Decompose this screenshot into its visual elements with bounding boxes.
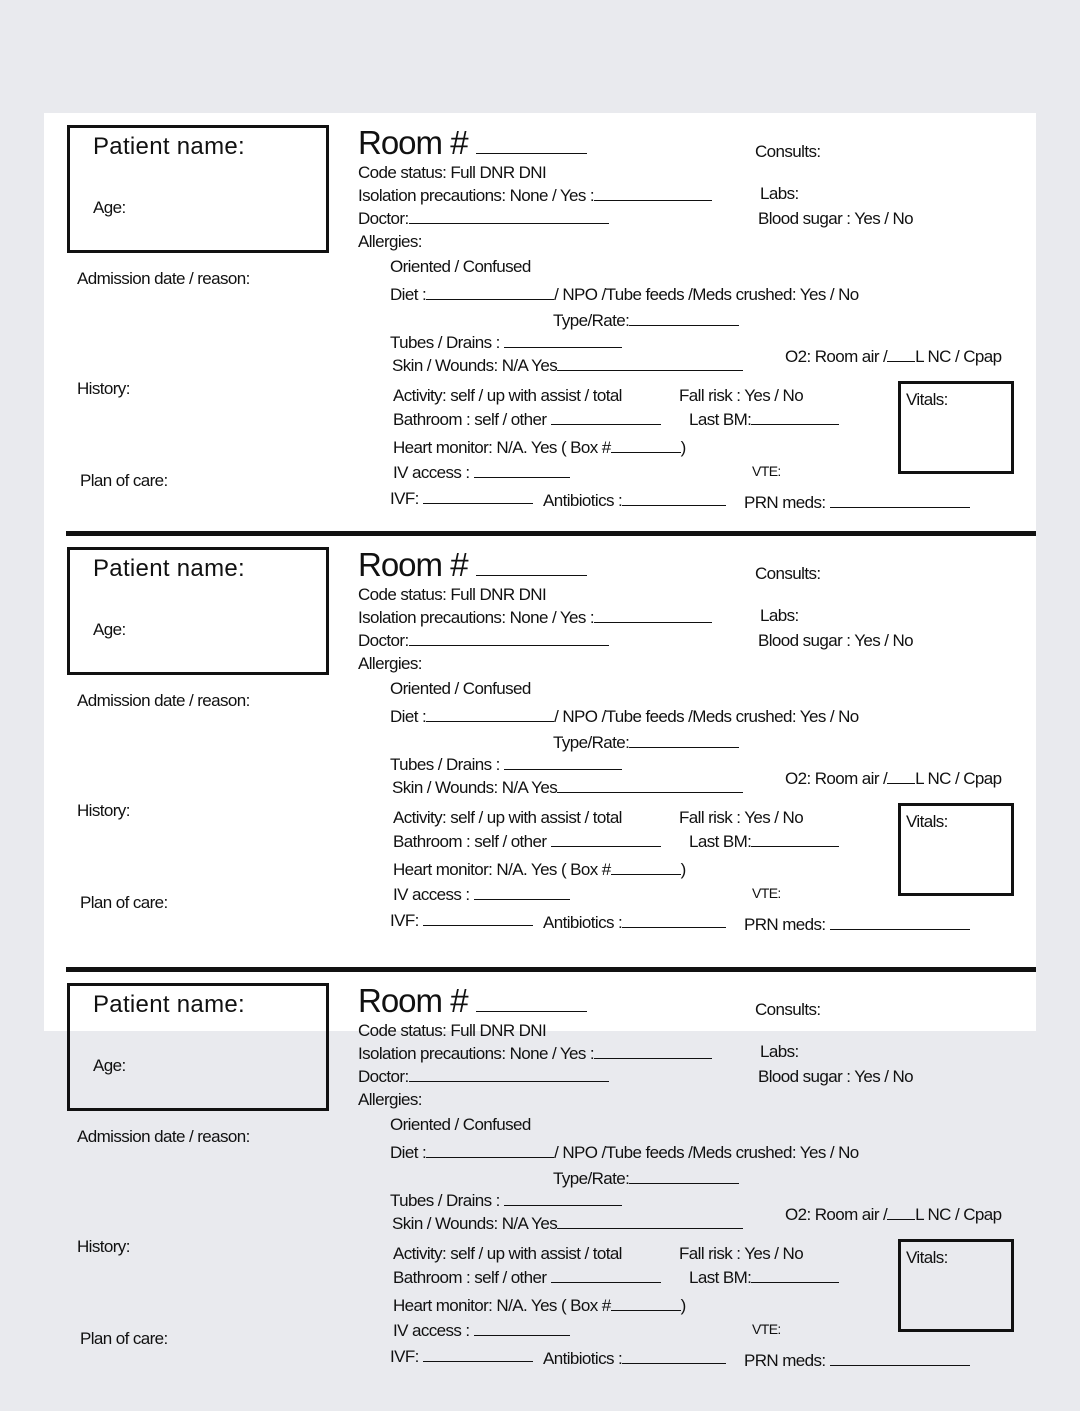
iv-field[interactable] bbox=[474, 1321, 570, 1336]
heart-text: Heart monitor: N/A. Yes ( Box # bbox=[393, 438, 611, 457]
age-label: Age: bbox=[93, 198, 126, 217]
tubes-drains bbox=[390, 1191, 622, 1211]
prn-text: PRN meds: bbox=[744, 1351, 826, 1370]
isolation-precautions bbox=[358, 186, 712, 206]
last-bm bbox=[689, 832, 839, 852]
o2-options: L NC / Cpap bbox=[915, 347, 1002, 366]
last-bm-field[interactable] bbox=[751, 410, 839, 425]
diet-options: / NPO /Tube feeds /Meds crushed: Yes / No bbox=[554, 285, 859, 304]
type-rate-field[interactable] bbox=[629, 1169, 739, 1184]
room-label bbox=[358, 547, 587, 583]
isolation-field[interactable] bbox=[594, 186, 712, 201]
room-field[interactable] bbox=[476, 127, 587, 154]
prn-field[interactable] bbox=[830, 915, 970, 930]
plan-of-care-label: Plan of care: bbox=[80, 1329, 168, 1348]
iv-text: IV access : bbox=[393, 463, 470, 482]
prn-meds bbox=[744, 1351, 970, 1371]
doctor-text: Doctor: bbox=[358, 209, 409, 228]
doctor-field[interactable] bbox=[409, 209, 609, 224]
heart-close: ) bbox=[680, 860, 686, 879]
prn-text: PRN meds: bbox=[744, 493, 826, 512]
code-status: Code status: Full DNR DNI bbox=[358, 1021, 547, 1040]
iv-access bbox=[393, 463, 570, 483]
tubes-text: Tubes / Drains : bbox=[390, 1191, 500, 1210]
last-bm-field[interactable] bbox=[751, 1268, 839, 1283]
skin-wounds bbox=[392, 1214, 743, 1234]
patient-name-label: Patient name: bbox=[93, 991, 245, 1018]
skin-text: Skin / Wounds: N/A Yes bbox=[392, 778, 558, 797]
last-bm-field[interactable] bbox=[751, 832, 839, 847]
o2-options: L NC / Cpap bbox=[915, 1205, 1002, 1224]
orientation: Oriented / Confused bbox=[390, 1115, 531, 1134]
vte-label: VTE: bbox=[752, 885, 781, 901]
bathroom-text: Bathroom : self / other bbox=[393, 832, 547, 851]
isolation-field[interactable] bbox=[594, 608, 712, 623]
patient-section bbox=[44, 971, 1036, 1411]
room-label bbox=[358, 983, 587, 1019]
consults-label: Consults: bbox=[755, 1000, 821, 1019]
last-bm-text: Last BM: bbox=[689, 1268, 752, 1287]
iv-access bbox=[393, 885, 570, 905]
o2-text: O2: Room air / bbox=[785, 347, 888, 366]
diet-text: Diet : bbox=[390, 285, 427, 304]
vte-label: VTE: bbox=[752, 1321, 781, 1337]
admission-label: Admission date / reason: bbox=[77, 691, 250, 710]
fall-risk: Fall risk : Yes / No bbox=[679, 1244, 804, 1263]
isolation-text: Isolation precautions: None / Yes : bbox=[358, 608, 595, 627]
prn-text: PRN meds: bbox=[744, 915, 826, 934]
skin-text: Skin / Wounds: N/A Yes bbox=[392, 1214, 558, 1233]
ivf-field[interactable] bbox=[423, 911, 533, 926]
tubes-text: Tubes / Drains : bbox=[390, 333, 500, 352]
tubes-field[interactable] bbox=[504, 333, 622, 348]
iv-field[interactable] bbox=[474, 463, 570, 478]
box-number-field[interactable] bbox=[611, 860, 681, 875]
doctor-field[interactable] bbox=[409, 1067, 609, 1082]
skin-field[interactable] bbox=[557, 356, 743, 371]
blood-sugar: Blood sugar : Yes / No bbox=[758, 209, 914, 228]
room-text: Room # bbox=[358, 124, 468, 161]
room-field[interactable] bbox=[476, 549, 587, 576]
ivf-text: IVF: bbox=[390, 489, 419, 508]
antibiotics-field[interactable] bbox=[622, 913, 726, 928]
vitals-label: Vitals: bbox=[906, 1248, 948, 1267]
ivf-field[interactable] bbox=[423, 489, 533, 504]
tubes-text: Tubes / Drains : bbox=[390, 755, 500, 774]
room-text: Room # bbox=[358, 982, 468, 1019]
ivf-text: IVF: bbox=[390, 1347, 419, 1366]
skin-text: Skin / Wounds: N/A Yes bbox=[392, 356, 558, 375]
last-bm-text: Last BM: bbox=[689, 832, 752, 851]
skin-field[interactable] bbox=[557, 1214, 743, 1229]
patient-section bbox=[44, 535, 1036, 975]
plan-of-care-label: Plan of care: bbox=[80, 893, 168, 912]
tubes-drains bbox=[390, 755, 622, 775]
blood-sugar: Blood sugar : Yes / No bbox=[758, 1067, 914, 1086]
o2 bbox=[785, 1205, 1001, 1225]
last-bm-text: Last BM: bbox=[689, 410, 752, 429]
diet-field[interactable] bbox=[426, 1143, 554, 1158]
type-rate-field[interactable] bbox=[629, 733, 739, 748]
ivf bbox=[390, 489, 533, 509]
diet-options: / NPO /Tube feeds /Meds crushed: Yes / No bbox=[554, 1143, 859, 1162]
skin-field[interactable] bbox=[557, 778, 743, 793]
census-sheet bbox=[44, 113, 1036, 1370]
admission-label: Admission date / reason: bbox=[77, 1127, 250, 1146]
patient-section bbox=[44, 113, 1036, 553]
prn-field[interactable] bbox=[830, 1351, 970, 1366]
o2 bbox=[785, 769, 1001, 789]
history-label: History: bbox=[77, 801, 130, 820]
bathroom bbox=[393, 410, 661, 430]
vitals-label: Vitals: bbox=[906, 812, 948, 831]
isolation-field[interactable] bbox=[594, 1044, 712, 1059]
o2-options: L NC / Cpap bbox=[915, 769, 1002, 788]
consults-label: Consults: bbox=[755, 564, 821, 583]
heart-close: ) bbox=[680, 438, 686, 457]
diet bbox=[390, 285, 859, 305]
heart-text: Heart monitor: N/A. Yes ( Box # bbox=[393, 1296, 611, 1315]
bathroom-text: Bathroom : self / other bbox=[393, 1268, 547, 1287]
orientation: Oriented / Confused bbox=[390, 679, 531, 698]
o2-text: O2: Room air / bbox=[785, 1205, 888, 1224]
antibiotics-text: Antibiotics : bbox=[543, 491, 623, 510]
diet-field[interactable] bbox=[426, 707, 554, 722]
consults-label: Consults: bbox=[755, 142, 821, 161]
age-label: Age: bbox=[93, 620, 126, 639]
code-status: Code status: Full DNR DNI bbox=[358, 163, 547, 182]
type-rate-text: Type/Rate: bbox=[553, 311, 630, 330]
skin-wounds bbox=[392, 356, 743, 376]
antibiotics bbox=[543, 1349, 726, 1369]
iv-field[interactable] bbox=[474, 885, 570, 900]
bathroom-field[interactable] bbox=[551, 410, 661, 425]
diet-options: / NPO /Tube feeds /Meds crushed: Yes / No bbox=[554, 707, 859, 726]
tubes-drains bbox=[390, 333, 622, 353]
antibiotics-field[interactable] bbox=[622, 1349, 726, 1364]
type-rate-text: Type/Rate: bbox=[553, 733, 630, 752]
doctor bbox=[358, 631, 609, 651]
heart-monitor bbox=[393, 1296, 686, 1316]
antibiotics bbox=[543, 491, 726, 511]
type-rate bbox=[553, 311, 739, 331]
prn-meds bbox=[744, 915, 970, 935]
type-rate-text: Type/Rate: bbox=[553, 1169, 630, 1188]
heart-monitor bbox=[393, 860, 686, 880]
ivf-field[interactable] bbox=[423, 1347, 533, 1362]
iv-access bbox=[393, 1321, 570, 1341]
fall-risk: Fall risk : Yes / No bbox=[679, 386, 804, 405]
doctor-field[interactable] bbox=[409, 631, 609, 646]
vte-label: VTE: bbox=[752, 463, 781, 479]
age-label: Age: bbox=[93, 1056, 126, 1075]
isolation-text: Isolation precautions: None / Yes : bbox=[358, 1044, 595, 1063]
heart-monitor bbox=[393, 438, 686, 458]
allergies-label: Allergies: bbox=[358, 232, 422, 251]
iv-text: IV access : bbox=[393, 1321, 470, 1340]
activity: Activity: self / up with assist / total bbox=[393, 808, 622, 827]
allergies-label: Allergies: bbox=[358, 654, 422, 673]
antibiotics-text: Antibiotics : bbox=[543, 1349, 623, 1368]
ivf-text: IVF: bbox=[390, 911, 419, 930]
ivf bbox=[390, 911, 533, 931]
o2-text: O2: Room air / bbox=[785, 769, 888, 788]
heart-text: Heart monitor: N/A. Yes ( Box # bbox=[393, 860, 611, 879]
doctor bbox=[358, 209, 609, 229]
diet-text: Diet : bbox=[390, 707, 427, 726]
skin-wounds bbox=[392, 778, 743, 798]
o2-field[interactable] bbox=[887, 1205, 915, 1220]
doctor-text: Doctor: bbox=[358, 1067, 409, 1086]
history-label: History: bbox=[77, 379, 130, 398]
box-number-field[interactable] bbox=[611, 438, 681, 453]
antibiotics-text: Antibiotics : bbox=[543, 913, 623, 932]
type-rate bbox=[553, 733, 739, 753]
box-number-field[interactable] bbox=[611, 1296, 681, 1311]
antibiotics-field[interactable] bbox=[622, 491, 726, 506]
bathroom-field[interactable] bbox=[551, 832, 661, 847]
room-text: Room # bbox=[358, 546, 468, 583]
iv-text: IV access : bbox=[393, 885, 470, 904]
bathroom bbox=[393, 832, 661, 852]
o2 bbox=[785, 347, 1001, 367]
patient-name-label: Patient name: bbox=[93, 555, 245, 582]
isolation-text: Isolation precautions: None / Yes : bbox=[358, 186, 595, 205]
type-rate-field[interactable] bbox=[629, 311, 739, 326]
ivf bbox=[390, 1347, 533, 1367]
vitals-label: Vitals: bbox=[906, 390, 948, 409]
bathroom-field[interactable] bbox=[551, 1268, 661, 1283]
orientation: Oriented / Confused bbox=[390, 257, 531, 276]
blood-sugar: Blood sugar : Yes / No bbox=[758, 631, 914, 650]
diet bbox=[390, 707, 859, 727]
activity: Activity: self / up with assist / total bbox=[393, 1244, 622, 1263]
tubes-field[interactable] bbox=[504, 755, 622, 770]
section-divider bbox=[66, 967, 1036, 972]
last-bm bbox=[689, 410, 839, 430]
o2-field[interactable] bbox=[887, 769, 915, 784]
isolation-precautions bbox=[358, 1044, 712, 1064]
activity: Activity: self / up with assist / total bbox=[393, 386, 622, 405]
prn-meds bbox=[744, 493, 970, 513]
o2-field[interactable] bbox=[887, 347, 915, 362]
diet bbox=[390, 1143, 859, 1163]
history-label: History: bbox=[77, 1237, 130, 1256]
labs-label: Labs: bbox=[760, 606, 799, 625]
bathroom-text: Bathroom : self / other bbox=[393, 410, 547, 429]
heart-close: ) bbox=[680, 1296, 686, 1315]
last-bm bbox=[689, 1268, 839, 1288]
room-field[interactable] bbox=[476, 985, 587, 1012]
plan-of-care-label: Plan of care: bbox=[80, 471, 168, 490]
labs-label: Labs: bbox=[760, 1042, 799, 1061]
diet-text: Diet : bbox=[390, 1143, 427, 1162]
antibiotics bbox=[543, 913, 726, 933]
patient-name-label: Patient name: bbox=[93, 133, 245, 160]
section-divider bbox=[66, 531, 1036, 536]
fall-risk: Fall risk : Yes / No bbox=[679, 808, 804, 827]
tubes-field[interactable] bbox=[504, 1191, 622, 1206]
allergies-label: Allergies: bbox=[358, 1090, 422, 1109]
prn-field[interactable] bbox=[830, 493, 970, 508]
type-rate bbox=[553, 1169, 739, 1189]
labs-label: Labs: bbox=[760, 184, 799, 203]
diet-field[interactable] bbox=[426, 285, 554, 300]
doctor bbox=[358, 1067, 609, 1087]
doctor-text: Doctor: bbox=[358, 631, 409, 650]
room-label bbox=[358, 125, 587, 161]
isolation-precautions bbox=[358, 608, 712, 628]
admission-label: Admission date / reason: bbox=[77, 269, 250, 288]
code-status: Code status: Full DNR DNI bbox=[358, 585, 547, 604]
bathroom bbox=[393, 1268, 661, 1288]
